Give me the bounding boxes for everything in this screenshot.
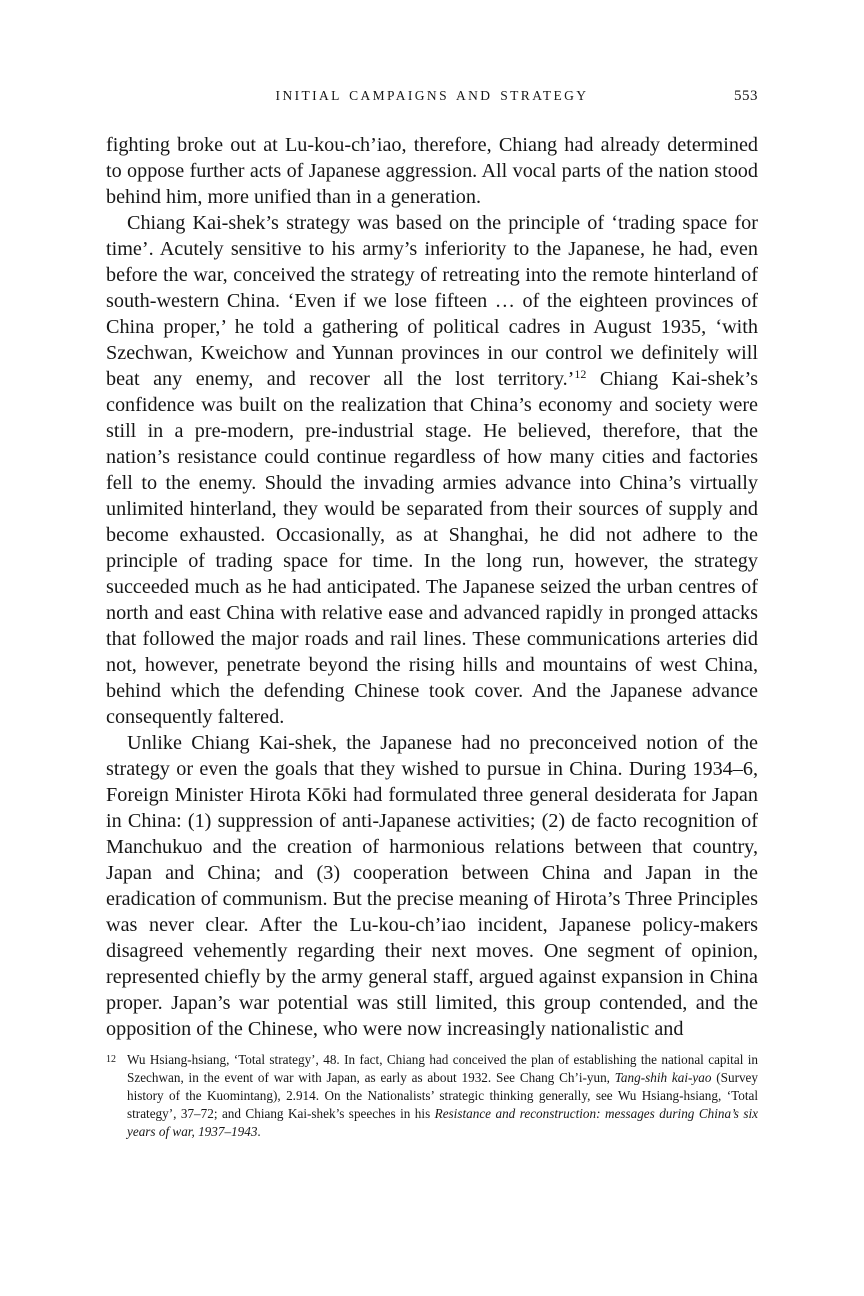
- paragraph: [106, 132, 758, 210]
- footnote: [106, 1051, 758, 1141]
- footnote-book-title: Resistance and reconstruction: messages during China’s six years of war, 1937–1943: [127, 1106, 758, 1139]
- paragraph-text: Unlike Chiang Kai-shek, the Japanese had no preconceived notion of the strategy or even the goals that they wished to pursue in China. During 1934–6, Foreign Minister Hirota Kōki had formulated three general desiderata for Japan in China: (1) suppression of anti-Japanese activities; (2) de facto recognition of Manchukuo and the creation of harmonious relations between that country, Japan and China; and (3) cooperation between China and Japan in the eradication of communism. But the precise meaning of Hirota’s Three Principles was never clear. After the Lu-kou-ch’iao incident, Japanese policy-makers disagreed vehemently regarding their next moves. One segment of opinion, represented chiefly by the army general staff, argued against expansion in China proper. Japan’s war potential was still limited, this group contended, and the opposition of the Chinese, who were now increasingly nationalistic and: [106, 732, 758, 1040]
- page-number: 553: [734, 88, 758, 104]
- footnote-text: .: [257, 1124, 261, 1139]
- footnote-reference: 12: [574, 367, 587, 381]
- body-text: [106, 132, 758, 1042]
- paragraph-text: fighting broke out at Lu-kou-ch’iao, therefore, Chiang had already determined to oppose further acts of Japanese aggression. All vocal parts of the nation stood behind him, more unified than in a generation.: [106, 134, 758, 208]
- book-page: [106, 88, 758, 1141]
- footnote-text: Wu Hsiang-hsiang, ‘Total strategy’, 48. In fact, Chiang had conceived the plan of establishing the national capital in Szechwan, in the event of war with Japan, as early as about 1932. See Chang Ch’i-yun,: [127, 1052, 758, 1085]
- page-header: [106, 88, 758, 118]
- paragraph: [106, 210, 758, 730]
- footnote-mark: 12: [106, 1054, 116, 1065]
- footnote-text: (Survey history of the Kuomintang), 2.914. On the Nationalists’ strategic thinking generally, see Wu Hsiang-hsiang, ‘Total strategy’, 37–72; and Chiang Kai-shek’s speeches in his: [127, 1070, 758, 1121]
- running-head: INITIAL CAMPAIGNS AND STRATEGY: [275, 88, 589, 103]
- footnote-book-title: Tang-shih kai-yao: [614, 1070, 712, 1085]
- paragraph-text-continued: Chiang Kai-shek’s confidence was built on the realization that China’s economy and society were still in a pre-modern, pre-industrial stage. He believed, therefore, that the nation’s resistance could continue regardless of how many cities and factories fell to the enemy. Should the invading armies advance into China’s virtually unlimited hinterland, they would be separated from their sources of supply and become exhausted. Occasionally, as at Shanghai, he did not adhere to the principle of trading space for time. In the long run, however, the strategy succeeded much as he had anticipated. The Japanese seized the urban centres of north and east China with relative ease and advanced rapidly in pronged attacks that followed the major roads and rail lines. These communications arteries did not, however, penetrate beyond the rising hills and mountains of west China, behind which the defending Chinese took cover. And the Japanese advance consequently faltered.: [106, 368, 758, 728]
- paragraph-text: Chiang Kai-shek’s strategy was based on the principle of ‘trading space for time’. Acutely sensitive to his army’s inferiority to the Japanese, he had, even before the war, conceived the strategy of retreating into the remote hinterland of south-western China. ‘Even if we lose fifteen … of the eighteen provinces of China proper,’ he told a gathering of political cadres in August 1935, ‘with Szechwan, Kweichow and Yunnan provinces in our control we definitely will beat any enemy, and recover all the lost territory.’: [106, 212, 758, 390]
- paragraph: [106, 730, 758, 1042]
